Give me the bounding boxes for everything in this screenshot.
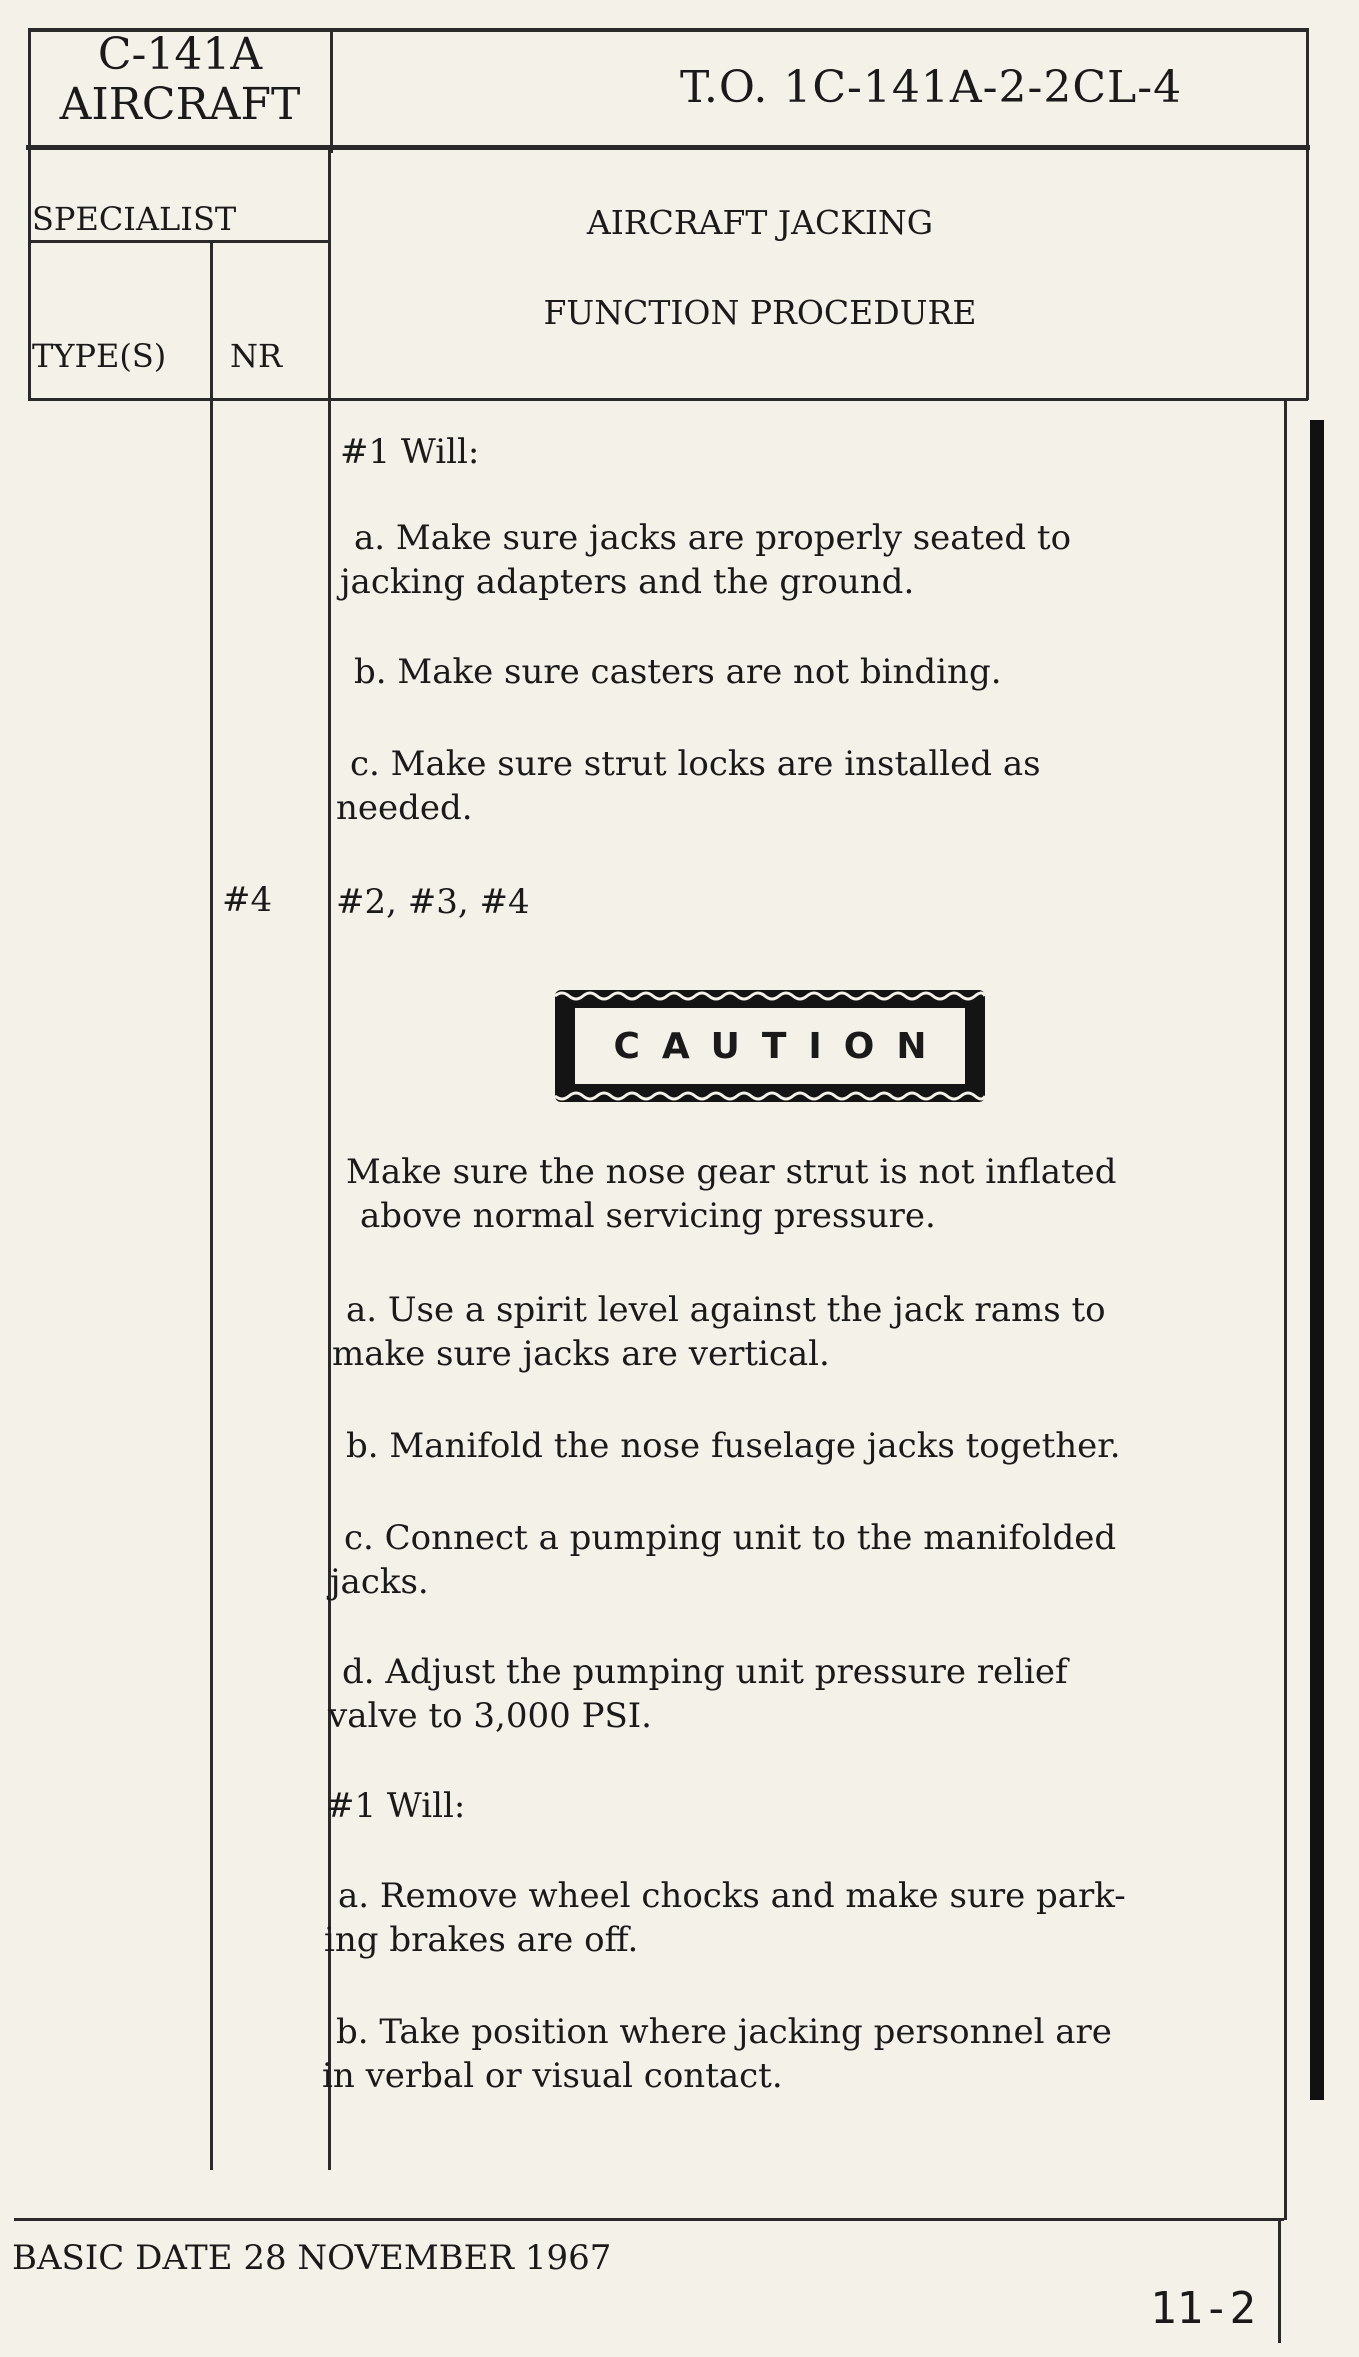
body-right-border bbox=[1284, 400, 1287, 2220]
change-bar bbox=[1310, 420, 1324, 2100]
step-line: a. Remove wheel chocks and make sure park- bbox=[338, 1876, 1126, 1916]
step-line: ing brakes are off. bbox=[324, 1920, 639, 1960]
step-item bbox=[322, 2010, 1202, 2098]
caution-label: CAUTION bbox=[613, 1025, 949, 1067]
step-line: jacks. bbox=[330, 1562, 429, 1602]
step-line: valve to 3,000 PSI. bbox=[328, 1696, 652, 1736]
step-line: b. Take position where jacking personnel are bbox=[336, 2012, 1112, 2052]
caution-line: above normal servicing pressure. bbox=[360, 1196, 936, 1236]
step-item: b. Manifold the nose fuselage jacks together. bbox=[346, 1426, 1121, 1466]
step-item bbox=[336, 742, 1216, 830]
caution-box bbox=[555, 990, 985, 1102]
technical-order-number: T.O. 1C-141A-2-2CL-4 bbox=[680, 62, 1183, 113]
specialist-label: SPECIALIST bbox=[32, 200, 237, 238]
types-label: TYPE(S) bbox=[32, 337, 167, 375]
procedure-subtitle: FUNCTION PROCEDURE bbox=[543, 293, 977, 332]
nr-value: #4 bbox=[222, 880, 273, 920]
step-item bbox=[328, 1650, 1208, 1738]
footer-right-border bbox=[1278, 2218, 1281, 2343]
step-line: make sure jacks are vertical. bbox=[332, 1334, 830, 1374]
aircraft-model: C-141A bbox=[97, 29, 263, 80]
step-item bbox=[332, 1288, 1212, 1376]
step-heading: #2, #3, #4 bbox=[336, 882, 530, 922]
step-line: a. Use a spirit level against the jack rams to bbox=[346, 1290, 1106, 1330]
header-divider bbox=[26, 145, 1310, 150]
step-line: a. Make sure jacks are properly seated to bbox=[354, 518, 1072, 558]
nr-proc-divider bbox=[328, 150, 331, 2170]
step-line: jacking adapters and the ground. bbox=[340, 562, 915, 602]
caution-text bbox=[346, 1150, 1226, 1238]
page-number: 11-2 bbox=[1150, 2283, 1256, 2334]
aircraft-col-divider bbox=[330, 28, 333, 153]
step-item bbox=[340, 516, 1220, 604]
caution-line: Make sure the nose gear strut is not inflated bbox=[346, 1152, 1117, 1192]
procedure-title: AIRCRAFT JACKING bbox=[586, 203, 934, 242]
step-item bbox=[330, 1516, 1210, 1604]
step-line: d. Adjust the pumping unit pressure relief bbox=[342, 1652, 1068, 1692]
step-heading: #1 Will: bbox=[326, 1786, 466, 1826]
subheader-divider-left bbox=[28, 240, 330, 243]
step-line: c. Connect a pumping unit to the manifolded bbox=[344, 1518, 1117, 1558]
caution-inner bbox=[575, 1008, 965, 1084]
step-heading: #1 Will: bbox=[340, 432, 480, 472]
aircraft-word: AIRCRAFT bbox=[59, 79, 301, 130]
footer-divider bbox=[14, 2218, 1284, 2221]
basic-date: BASIC DATE 28 NOVEMBER 1967 bbox=[12, 2238, 612, 2278]
right-border bbox=[1306, 28, 1309, 400]
subheader-bottom bbox=[28, 398, 1308, 401]
step-item bbox=[324, 1874, 1204, 1962]
step-item: b. Make sure casters are not binding. bbox=[354, 652, 1002, 692]
types-nr-divider bbox=[210, 240, 213, 2170]
step-line: c. Make sure strut locks are installed as bbox=[350, 744, 1041, 784]
step-line: needed. bbox=[336, 788, 473, 828]
nr-label: NR bbox=[230, 337, 283, 375]
aircraft-label bbox=[30, 30, 330, 130]
step-line: in verbal or visual contact. bbox=[322, 2056, 783, 2096]
